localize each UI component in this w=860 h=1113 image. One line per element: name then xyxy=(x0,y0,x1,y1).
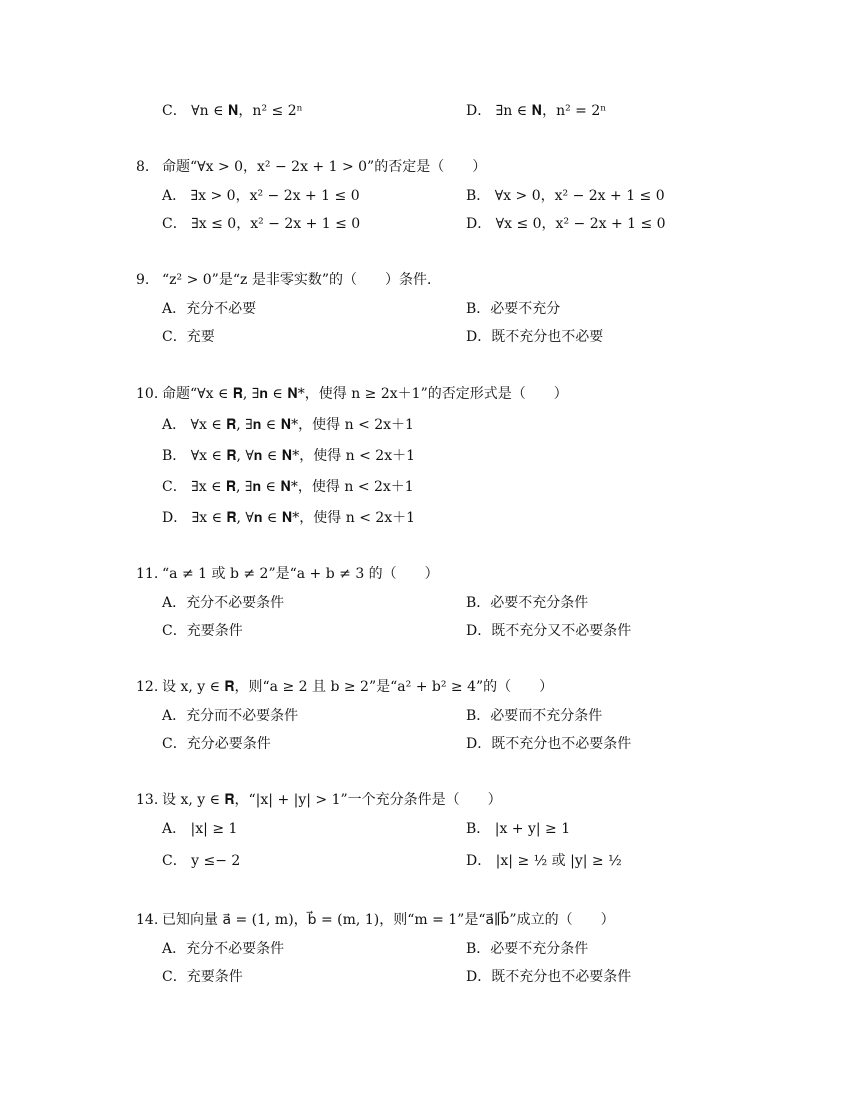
q13-option-a: A． |x| ≥ 1 xyxy=(162,821,238,837)
q10-number: 10. xyxy=(136,386,159,402)
q14-stem: 已知向量 a⃗ = (1, m)，b⃗ = (m, 1)，则“m = 1”是“a⃗∥b⃗”成立的（ ） xyxy=(162,912,615,928)
q11-stem: “a ≠ 1 或 b ≠ 2”是“a + b ≠ 3 的（ ） xyxy=(162,566,439,582)
q10-option-d: D． ∃x ∈ 𝐑, ∀𝐧 ∈ 𝐍*，使得 n < 2x＋1 xyxy=(162,510,416,526)
q9-option-d: D．既不充分也不必要 xyxy=(466,329,604,345)
q8-option-d: D． ∀x ≤ 0，x² − 2x + 1 ≤ 0 xyxy=(466,216,666,232)
q8-stem: 命题“∀x > 0，x² − 2x + 1 > 0”的否定是（ ） xyxy=(162,159,487,175)
q8-option-c: C． ∃x ≤ 0，x² − 2x + 1 ≤ 0 xyxy=(162,216,361,232)
q11-option-c: C．充要条件 xyxy=(162,623,243,639)
q7-option-d: D． ∃n ∈ 𝐍，n² = 2ⁿ xyxy=(466,103,607,119)
q13-option-b: B． |x + y| ≥ 1 xyxy=(466,821,571,837)
q14-number: 14. xyxy=(136,912,159,928)
q10-option-a: A． ∀x ∈ 𝐑, ∃𝐧 ∈ 𝐍*，使得 n < 2x＋1 xyxy=(162,417,414,433)
q11-number: 11. xyxy=(136,566,159,582)
q12-option-b: B．必要而不充分条件 xyxy=(466,708,603,724)
q13-option-d: D． |x| ≥ ½ 或 |y| ≥ ½ xyxy=(466,853,622,869)
q8-number: 8. xyxy=(136,159,150,175)
q14-option-a: A．充分不必要条件 xyxy=(162,941,285,957)
q10-option-b: B． ∀x ∈ 𝐑, ∀𝐧 ∈ 𝐍*，使得 n < 2x＋1 xyxy=(162,448,415,464)
q9-number: 9. xyxy=(136,272,150,288)
q9-stem: “z² > 0”是“z 是非零实数”的（ ）条件． xyxy=(162,272,441,288)
q7-option-c: C． ∀n ∈ 𝐍，n² ≤ 2ⁿ xyxy=(162,103,303,119)
q14-option-b: B．必要不充分条件 xyxy=(466,941,589,957)
q14-option-d: D．既不充分也不必要条件 xyxy=(466,969,632,985)
q9-option-b: B．必要不充分 xyxy=(466,301,561,317)
q12-number: 12. xyxy=(136,679,159,695)
q12-option-c: C．充分必要条件 xyxy=(162,736,271,752)
q11-option-b: B．必要不充分条件 xyxy=(466,595,589,611)
q12-option-d: D．既不充分也不必要条件 xyxy=(466,736,632,752)
q9-option-c: C．充要 xyxy=(162,329,215,345)
q14-option-c: C．充要条件 xyxy=(162,969,243,985)
q10-stem: 命题“∀x ∈ 𝐑, ∃𝐧 ∈ 𝐍*，使得 n ≥ 2x＋1”的否定形式是（ ） xyxy=(162,386,568,402)
q10-option-c: C． ∃x ∈ 𝐑, ∃𝐧 ∈ 𝐍*，使得 n < 2x＋1 xyxy=(162,479,414,495)
q9-option-a: A．充分不必要 xyxy=(162,301,257,317)
q8-option-a: A． ∃x > 0，x² − 2x + 1 ≤ 0 xyxy=(162,188,360,204)
q12-stem: 设 x, y ∈ 𝐑，则“a ≥ 2 且 b ≥ 2”是“a² + b² ≥ 4”的（ ） xyxy=(162,679,554,695)
q11-option-a: A．充分不必要条件 xyxy=(162,595,285,611)
q8-option-b: B． ∀x > 0，x² − 2x + 1 ≤ 0 xyxy=(466,188,665,204)
q13-number: 13. xyxy=(136,792,159,808)
q12-option-a: A．充分而不必要条件 xyxy=(162,708,299,724)
q13-stem: 设 x, y ∈ 𝐑，“|x| + |y| > 1”一个充分条件是（ ） xyxy=(162,792,502,808)
q13-option-c: C． y ≤− 2 xyxy=(162,853,241,869)
q11-option-d: D．既不充分又不必要条件 xyxy=(466,623,632,639)
